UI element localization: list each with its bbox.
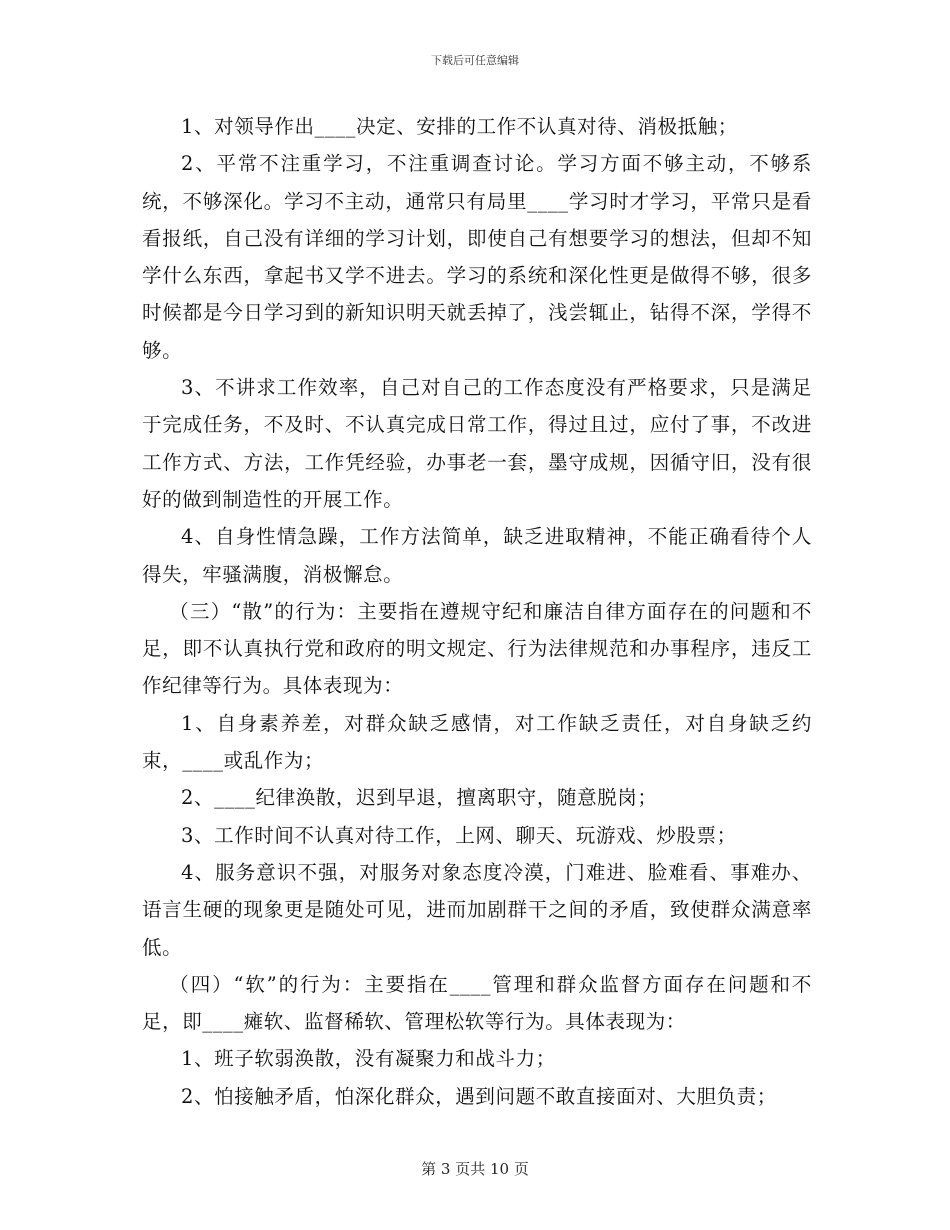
paragraph: 2、怕接触矛盾，怕深化群众，遇到问题不敢直接面对、大胆负责； [181, 1084, 777, 1108]
paragraph: 1、对领导作出____决定、安排的工作不认真对待、消极抵触； [181, 115, 738, 138]
paragraph: 2、____纪律涣散，迟到早退，擅离职守，随意脱岗； [181, 786, 658, 810]
section-paragraph: （四）“软”的行为：主要指在____管理和群众监督方面存在问题和不足，即____瘫软、监督稀软、管理松软等行为。具体表现为： [142, 972, 812, 1034]
page-header: 下载后可任意编辑 [431, 54, 519, 67]
paragraph: 1、班子软弱涣散，没有凝聚力和战斗力； [181, 1047, 556, 1071]
paragraph: 4、服务意识不强，对服务对象态度冷漠，门难进、脸难看、事难办、语言生硬的现象更是随处可见，进而加剧群干之间的矛盾，致使群众满意率低。 [142, 860, 812, 959]
paragraph: 3、工作时间不认真对待工作，上网、聊天、玩游戏、炒股票； [181, 823, 737, 847]
page-footer: 第 3 页共 10 页 [421, 1160, 529, 1178]
section-paragraph: （三）“散”的行为：主要指在遵规守纪和廉洁自律方面存在的问题和不足，即不认真执行党和政府的明文规定、行为法律规范和办事程序，违反工作纪律等行为。具体表现为： [142, 599, 812, 698]
paragraph: 3、不讲求工作效率，自己对自己的工作态度没有严格要求，只是满足于完成任务，不及时、不认真完成日常工作，得过且过，应付了事，不改进工作方式、方法，工作凭经验，办事老一套，墨守成规，因循守旧，没有很好的做到制造性的开展工作。 [142, 376, 812, 511]
paragraph: 1、自身素养差，对群众缺乏感情，对工作缺乏责任，对自身缺乏约束，____或乱作为； [142, 711, 812, 773]
paragraph: 2、平常不注重学习，不注重调查讨论。学习方面不够主动，不够系统，不够深化。学习不主动，通常只有局里____学习时才学习，平常只是看看报纸，自己没有详细的学习计划，即使自己有想要学习的想法，但却不知学什么东西，拿起书又学不进去。学习的系统和深化性更是做得不够，很多时候都是今日学习到的新知识明天就丢掉了，浅尝辄止，钻得不深，学得不够。 [142, 152, 812, 362]
document-body [142, 108, 812, 1115]
paragraph: 4、自身性情急躁，工作方法简单，缺乏进取精神，不能正确看待个人得失，牢骚满腹，消极懈怠。 [142, 525, 812, 586]
